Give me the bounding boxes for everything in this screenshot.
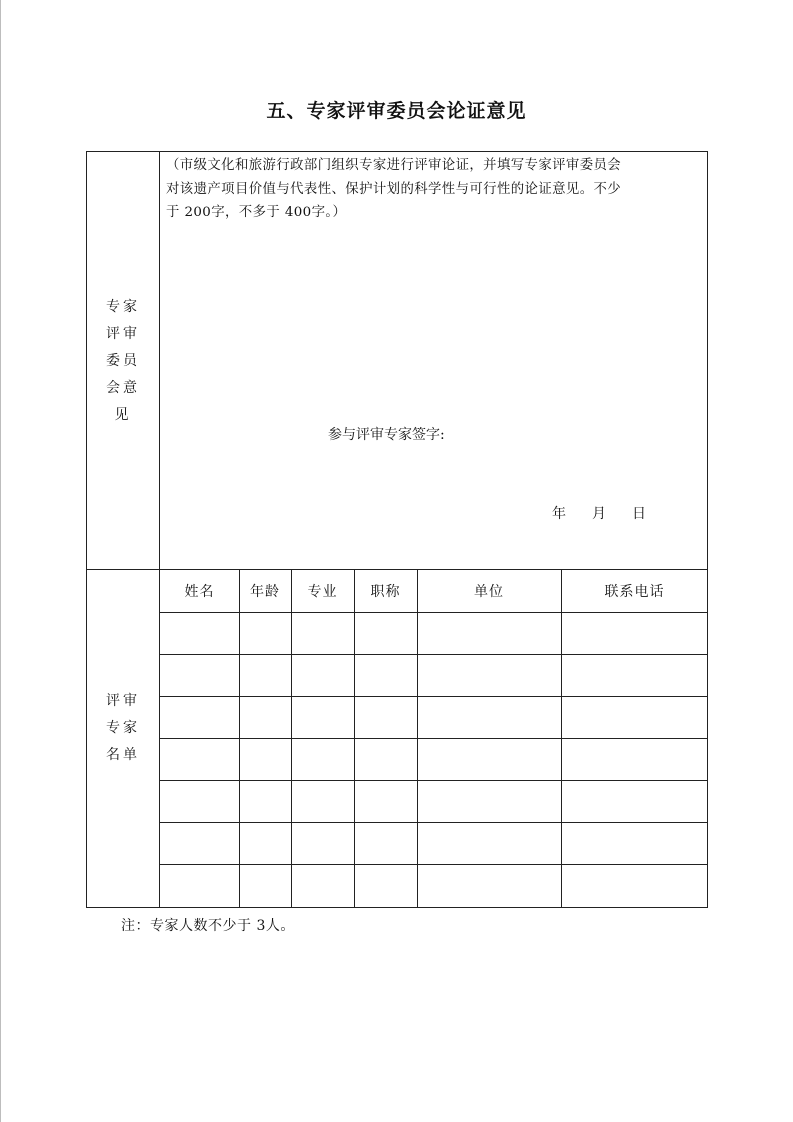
table-cell[interactable] [419,740,559,778]
table-cell[interactable] [241,656,289,694]
opinion-text-area[interactable] [161,240,706,415]
section-divider [86,569,708,570]
table-cell[interactable] [563,866,706,904]
table-cell[interactable] [293,656,352,694]
table-cell[interactable] [419,824,559,862]
table-cell[interactable] [162,614,237,652]
column-header: 年龄 [250,584,280,600]
table-cell[interactable] [293,614,352,652]
date-year-label: 年 [552,506,566,522]
column-divider [354,570,355,908]
table-cell[interactable] [241,698,289,736]
table-cell[interactable] [241,824,289,862]
opinion-label-line: 专家 [106,299,140,315]
date-day-label: 日 [632,506,646,522]
table-cell[interactable] [419,614,559,652]
footnote: 注：专家人数不少于 3人。 [121,918,295,934]
page-title: 五、专家评审委员会论证意见 [266,100,527,122]
column-header: 职称 [370,584,401,600]
table-cell[interactable] [293,782,352,820]
column-header: 姓名 [184,584,215,600]
table-cell[interactable] [162,698,237,736]
table-cell[interactable] [563,782,706,820]
instruction-line: 于 200字，不多于 400字。） [166,205,347,220]
table-cell[interactable] [356,656,415,694]
row-divider [160,864,708,865]
label-column-divider [159,151,160,908]
column-header: 专业 [307,584,338,600]
row-divider [160,612,708,613]
table-cell[interactable] [563,614,706,652]
table-cell[interactable] [563,740,706,778]
table-cell[interactable] [356,698,415,736]
page-left-edge [0,0,1,1122]
opinion-label-line: 见 [114,407,132,423]
row-divider [160,696,708,697]
table-cell[interactable] [241,866,289,904]
column-header: 单位 [474,584,504,600]
expert-label-line: 专家 [106,720,140,736]
table-cell[interactable] [419,656,559,694]
table-cell[interactable] [563,824,706,862]
instruction-line: （市级文化和旅游行政部门组织专家进行评审论证，并填写专家评审委员会 [166,158,622,173]
row-divider [160,738,708,739]
column-divider [239,570,240,908]
opinion-label-line: 会意 [106,380,140,396]
table-cell[interactable] [162,656,237,694]
table-cell[interactable] [293,740,352,778]
signature-field[interactable] [462,420,702,446]
table-cell[interactable] [563,656,706,694]
table-cell[interactable] [162,824,237,862]
expert-list-label [86,688,160,769]
table-cell[interactable] [293,824,352,862]
table-cell[interactable] [419,782,559,820]
table-cell[interactable] [162,740,237,778]
table-cell[interactable] [356,740,415,778]
table-cell[interactable] [293,866,352,904]
column-divider [561,570,562,908]
table-cell[interactable] [162,782,237,820]
row-divider [160,654,708,655]
table-cell[interactable] [419,866,559,904]
table-cell[interactable] [241,614,289,652]
expert-label-line: 评审 [106,693,140,709]
table-cell[interactable] [241,740,289,778]
column-header: 联系电话 [604,584,665,600]
table-cell[interactable] [356,782,415,820]
column-divider [291,570,292,908]
table-cell[interactable] [293,698,352,736]
signature-label: 参与评审专家签字: [328,427,445,443]
opinion-instruction [166,154,706,225]
table-cell[interactable] [563,698,706,736]
opinion-label-line: 评审 [106,326,140,342]
date-month-label: 月 [592,506,606,522]
expert-label-line: 名单 [106,747,140,763]
table-cell[interactable] [162,866,237,904]
opinion-label-line: 委员 [106,353,140,369]
opinion-section-label [86,294,160,429]
table-cell[interactable] [356,866,415,904]
row-divider [160,780,708,781]
column-divider [417,570,418,908]
table-cell[interactable] [241,782,289,820]
table-cell[interactable] [356,824,415,862]
table-cell[interactable] [356,614,415,652]
row-divider [160,822,708,823]
table-cell[interactable] [419,698,559,736]
instruction-line: 对该遗产项目价值与代表性、保护计划的科学性与可行性的论证意见。不少 [166,181,622,197]
